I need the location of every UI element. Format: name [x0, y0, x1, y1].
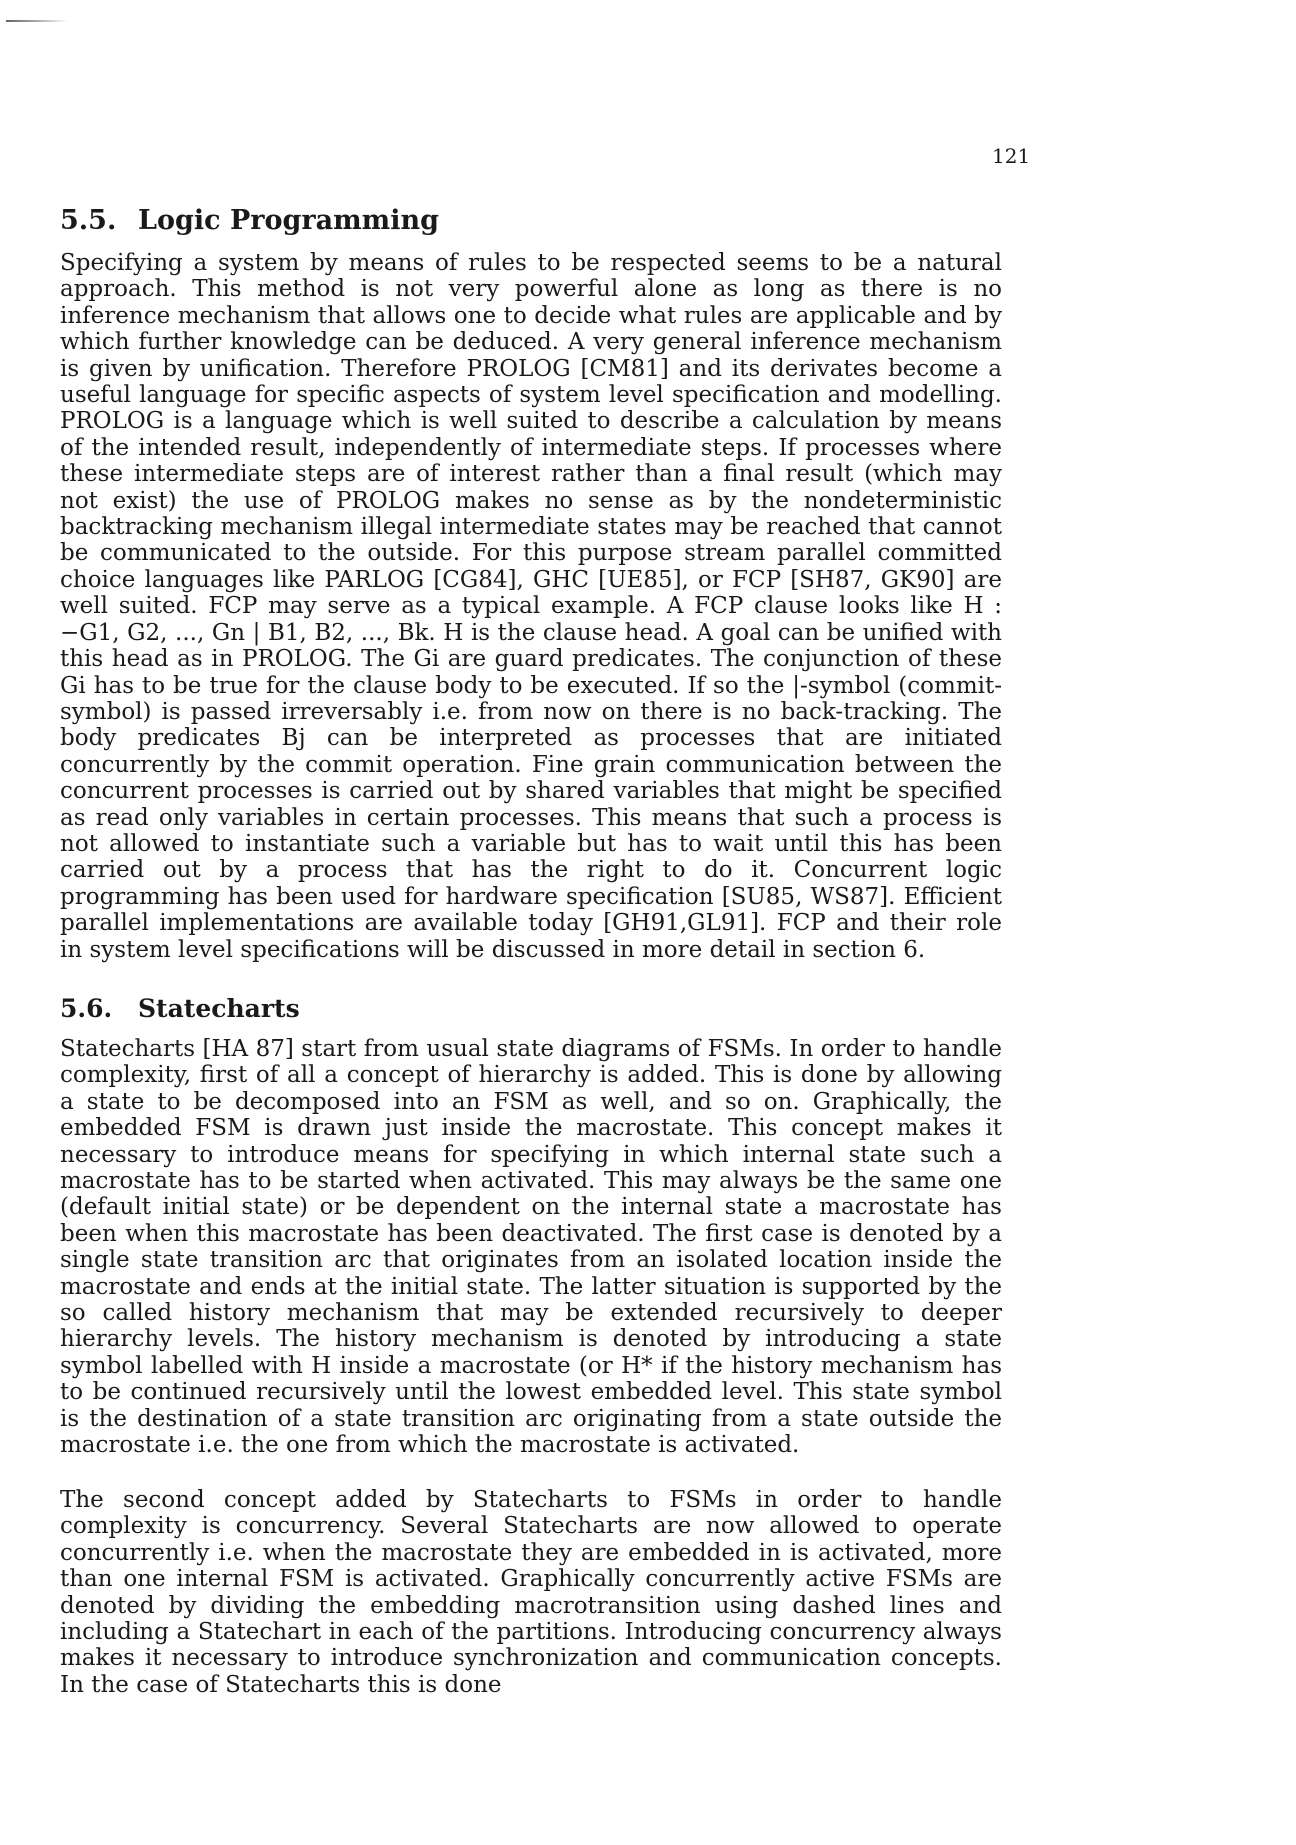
section-number: 5.6. [60, 994, 113, 1023]
scan-mark [6, 20, 68, 22]
section-number: 5.5. [60, 205, 117, 236]
statecharts-paragraph-2: The second concept added by Statecharts to FSMs in order to handle complexity is concurrency. Several Statecharts are now allowed to operate concurrently i.e. when the macrostate they are embedded in is activated, more than one internal FSM is activated. Graphically concurrently active FSMs are denoted by dividing the embedding macrotransition using dashed lines and including a Statechart in each of the partitions. Introducing concurrency always makes it necessary to introduce synchronization and communication concepts. In the case of Statecharts this is done [60, 1487, 1002, 1698]
page-number: 121 [992, 144, 1031, 168]
statecharts-paragraph-1: Statecharts [HA 87] start from usual state diagrams of FSMs. In order to handle complexity, first of all a concept of hierarchy is added. This is done by allowing a state to be decomposed into an FSM as well, and so on. Graphically, the embedded FSM is drawn just inside the macrostate. This concept makes it necessary to introduce means for specifying in which internal state such a macrostate has to be started when activated. This may always be the same one (default initial state) or be dependent on the internal state a macrostate has been when this macrostate has been deactivated. The first case is denoted by a single state transition arc that originates from an isolated location inside the macrostate and ends at the initial state. The latter situation is supported by the so called history mechanism that may be extended recursively to deeper hierarchy levels. The history mechanism is denoted by introducing a state symbol labelled with H inside a macrostate (or H* if the history mechanism has to be continued recursively until the lowest embedded level. This state symbol is the destination of a state transition arc originating from a state outside the macrostate i.e. the one from which the macrostate is activated. [60, 1036, 1002, 1459]
section-title: Logic Programming [138, 205, 440, 236]
logic-programming-paragraph: Specifying a system by means of rules to be respected seems to be a natural approach. This method is not very powerful alone as long as there is no inference mechanism that allows one to decide what rules are applicable and by which further knowledge can be deduced. A very general inference mechanism is given by unification. Therefore PROLOG [CM81] and its derivates become a useful language for specific aspects of system level specification and modelling. PROLOG is a language which is well suited to describe a calculation by means of the intended result, independently of intermediate steps. If processes where these intermediate steps are of interest rather than a final result (which may not exist) the use of PROLOG makes no sense as by the nondeterministic backtracking mechanism illegal intermediate states may be reached that cannot be communicated to the outside. For this purpose stream parallel committed choice languages like PARLOG [CG84], GHC [UE85], or FCP [SH87, GK90] are well suited. FCP may serve as a typical example. A FCP clause looks like H : −G1, G2, ..., Gn | B1, B2, ..., Bk. H is the clause head. A goal can be unified with this head as in PROLOG. The Gi are guard predicates. The conjunction of these Gi has to be true for the clause body to be executed. If so the |-symbol (commit-symbol) is passed irreversably i.e. from now on there is no back-tracking. The body predicates Bj can be interpreted as processes that are initiated concurrently by the commit operation. Fine grain communication between the concurrent processes is carried out by shared variables that might be specified as read only variables in certain processes. This means that such a process is not allowed to instantiate such a variable but has to wait until this has been carried out by a process that has the right to do it. Concurrent logic programming has been used for hardware specification [SU85, WS87]. Efficient parallel implementations are available today [GH91,GL91]. FCP and their role in system level specifications will be discussed in more detail in section 6. [60, 250, 1002, 963]
section-5-6-heading [60, 994, 300, 1023]
section-5-5-heading [60, 205, 439, 236]
section-title: Statecharts [138, 994, 300, 1023]
